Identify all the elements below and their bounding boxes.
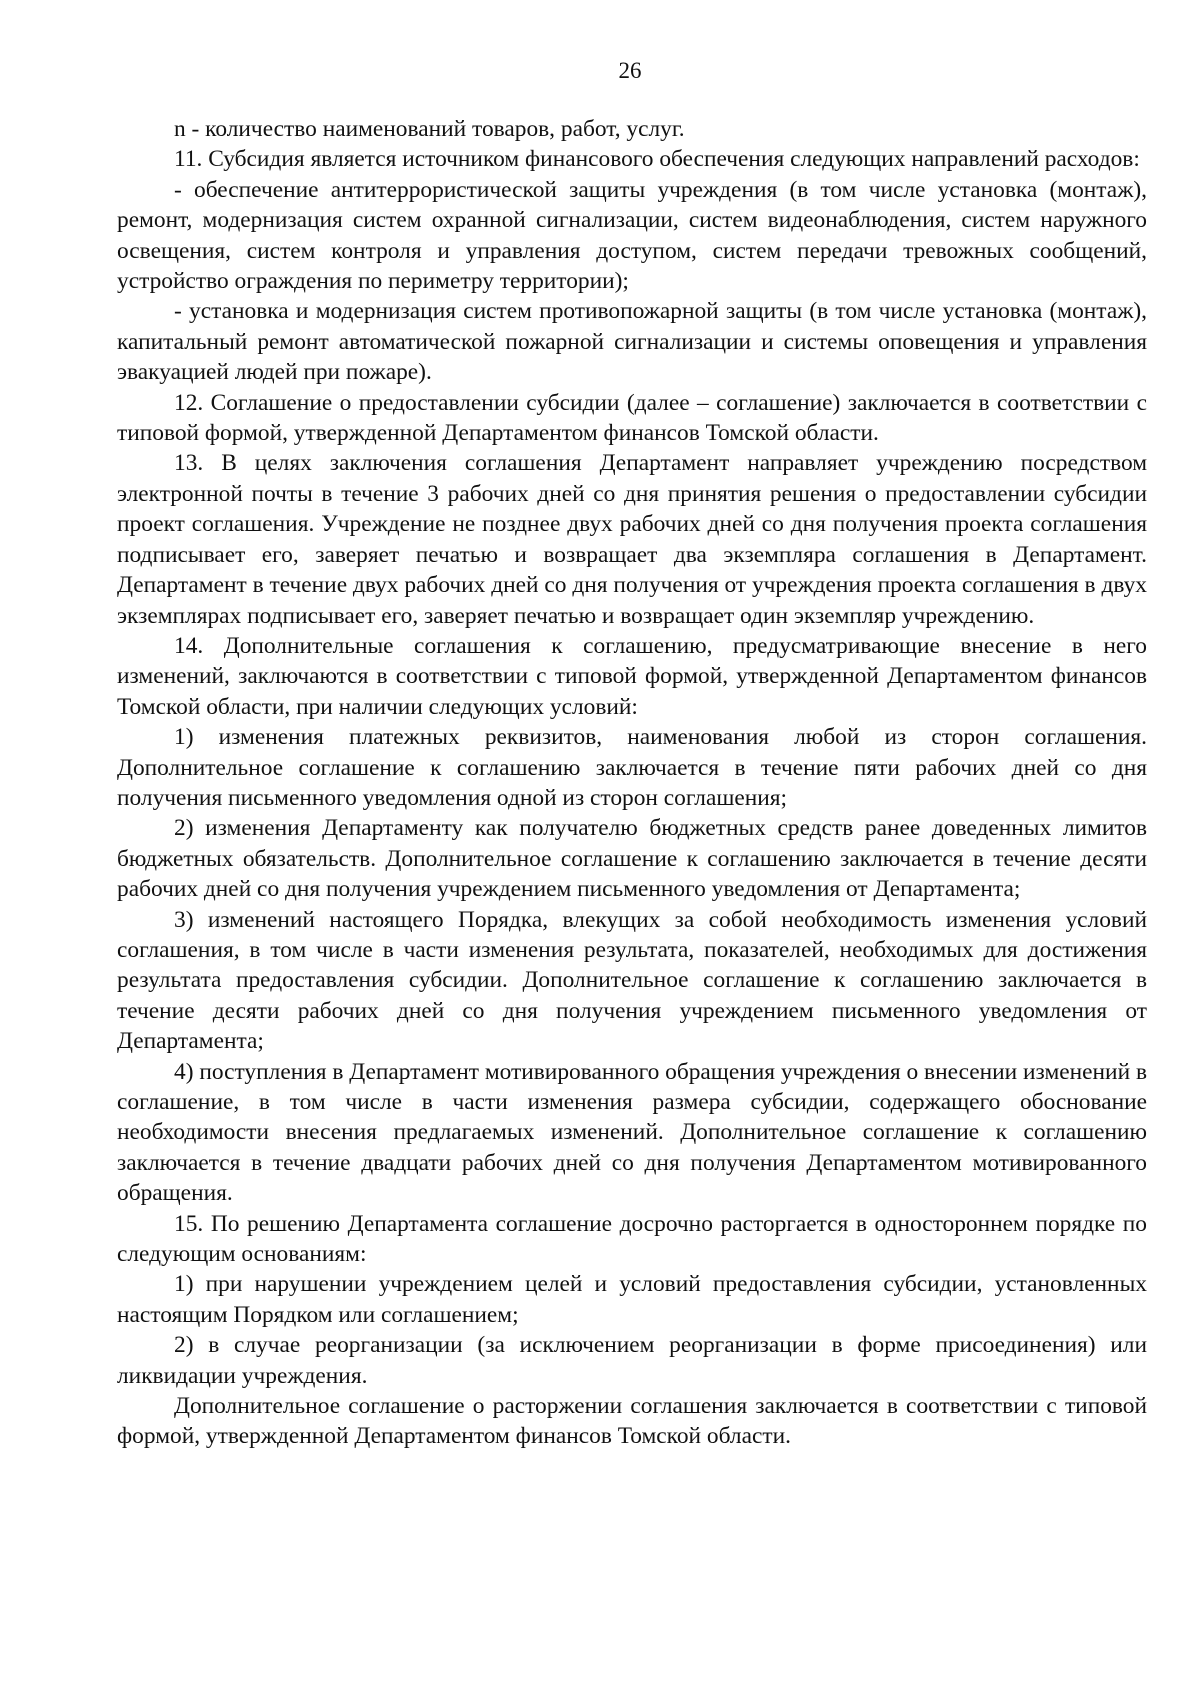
- paragraph-termination-agreement: Дополнительное соглашение о расторжении соглашения заключается в соответствии с типовой формой, утвержденной Департаментом финансов Томской области.: [117, 1393, 1147, 1450]
- paragraph-12: 12. Соглашение о предоставлении субсидии (далее – соглашение) заключается в соответствии с типовой формой, утвержденной Департаментом финансов Томской области.: [117, 389, 1147, 447]
- paragraph-14-item-3: 3) изменений настоящего Порядка, влекущих за собой необходимость изменения условий соглашения, в том числе в части изменения результата, показателей, необходимых для достижения результата предоставления субсидии. Дополнительное соглашение к соглашению заключается в течение десяти рабочих дней со дня получения учреждением письменного уведомления от Департамента;: [117, 906, 1147, 1055]
- paragraph-11: 11. Субсидия является источником финансового обеспечения следующих направлений расходов:: [174, 146, 1140, 173]
- paragraph-15-item-1: 1) при нарушении учреждением целей и условий предоставления субсидии, установленных настоящим Порядком или соглашением;: [117, 1271, 1147, 1328]
- paragraph-14-item-1: 1) изменения платежных реквизитов, наименования любой из сторон соглашения. Дополнительное соглашение к соглашению заключается в течение пяти рабочих дней со дня получения письменного уведомления одной из сторон соглашения;: [117, 724, 1147, 811]
- paragraph-11-item-fire-protection: - установка и модернизация систем противопожарной защиты (в том числе установка (монтаж), капитальный ремонт автоматической пожарной сигнализации и системы оповещения и управления эвакуацией людей при пожаре).: [117, 298, 1147, 386]
- page-number: 26: [618, 58, 642, 83]
- document-body: [117, 114, 1147, 1452]
- paragraph-15: 15. По решению Департамента соглашение досрочно расторгается в одностороннем порядке по следующим основаниям:: [117, 1210, 1147, 1268]
- paragraph-14: 14. Дополнительные соглашения к соглашению, предусматривающие внесение в него изменений, заключаются в соответствии с типовой формой, утвержденной Департаментом финансов Томской области, при наличии следующих условий:: [117, 632, 1147, 720]
- paragraph-n-definition: n - количество наименований товаров, работ, услуг.: [174, 116, 685, 142]
- paragraph-14-item-2: 2) изменения Департаменту как получателю бюджетных средств ранее доведенных лимитов бюджетных обязательств. Дополнительное соглашение к соглашению заключается в течение десяти рабочих дней со дня получения учреждением письменного уведомления от Департамента;: [117, 815, 1147, 903]
- paragraph-11-item-antiterror: - обеспечение антитеррористической защиты учреждения (в том числе установка (монтаж), ремонт, модернизация систем охранной сигнализации, систем видеонаблюдения, систем наружного освещения, систем контроля и управления доступом, систем передачи тревожных сообщений, устройство ограждения по периметру территории);: [117, 176, 1147, 295]
- paragraph-13: 13. В целях заключения соглашения Департамент направляет учреждению посредством электронной почты в течение 3 рабочих дней со дня принятия решения о предоставлении субсидии проект соглашения. Учреждение не позднее двух рабочих дней со дня получения проекта соглашения подписывает его, заверяет печатью и возвращает два экземпляра соглашения в Департамент. Департамент в течение двух рабочих дней со дня получения от учреждения проекта соглашения в двух экземплярах подписывает его, заверяет печатью и возвращает один экземпляр учреждению.: [117, 450, 1147, 629]
- paragraph-15-item-2: 2) в случае реорганизации (за исключением реорганизации в форме присоединения) или ликвидации учреждения.: [117, 1332, 1147, 1389]
- paragraph-14-item-4: 4) поступления в Департамент мотивированного обращения учреждения о внесении изменений в соглашение, в том числе в части изменения размера субсидии, содержащего обоснование необходимости внесения предлагаемых изменений. Дополнительное соглашение к соглашению заключается в течение двадцати рабочих дней со дня получения Департаментом мотивированного обращения.: [117, 1058, 1147, 1207]
